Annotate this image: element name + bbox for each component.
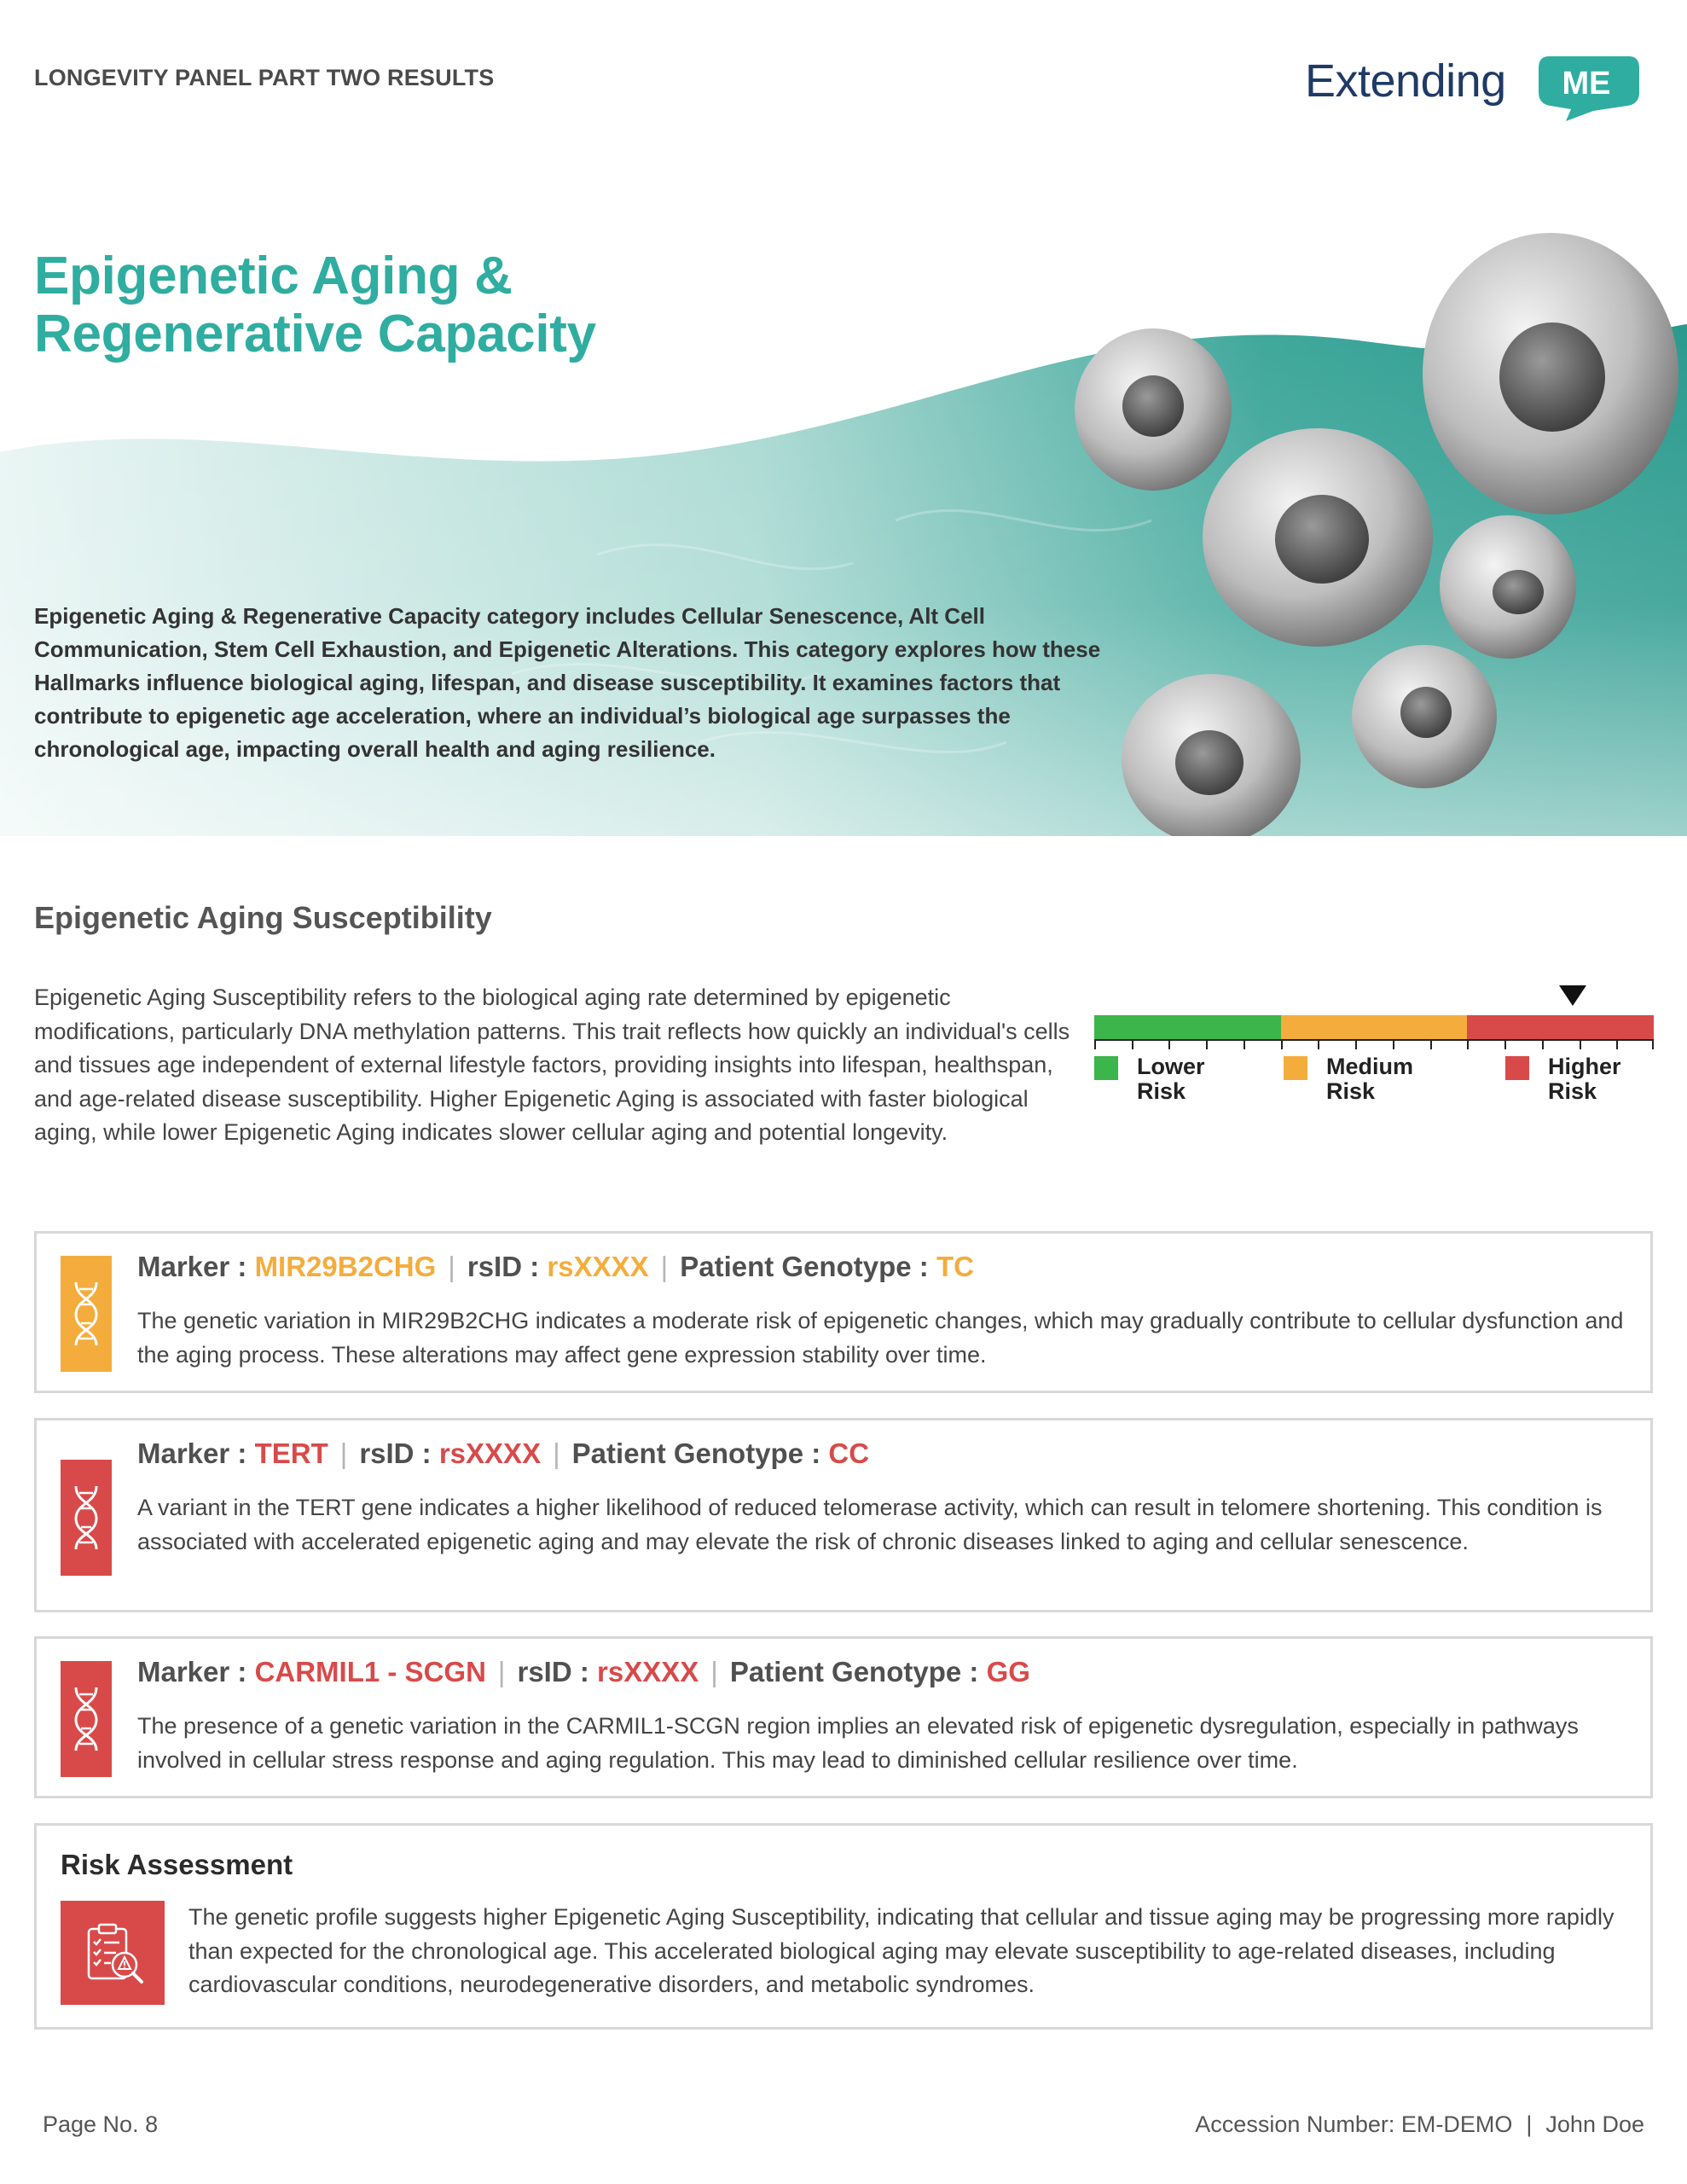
risk-bar-tick — [1094, 1039, 1096, 1049]
legend-higher-label: Higher Risk — [1548, 1054, 1621, 1104]
marker-header: Marker : CARMIL1 - SCGN | rsID : rsXXXX | Patient Genotype : GG — [137, 1656, 1030, 1687]
dna-icon — [72, 1484, 101, 1551]
logo-me-badge — [1533, 49, 1644, 121]
rsid-value: rsXXXX — [438, 1438, 542, 1469]
marker-name: TERT — [254, 1438, 328, 1469]
patient-name: John Doe — [1545, 2111, 1644, 2137]
marker-description: The genetic variation in MIR29B2CHG indicates a moderate risk of epigenetic changes, which may gradually contribute to cellular dysfunction and the aging process. These alterations may affect gene expression stability over time. — [137, 1308, 1624, 1368]
risk-bar-tick — [1430, 1039, 1432, 1049]
marker-description: The presence of a genetic variation in the CARMIL1-SCGN region implies an elevated risk of epigenetic dysregulation, especially in pathways involved in cellular stress response and aging regulation. This may lead to diminished cellular resilience over time. — [137, 1713, 1579, 1773]
page-title — [34, 247, 596, 363]
risk-bar-medium — [1281, 1015, 1468, 1041]
risk-bar-lower — [1094, 1015, 1281, 1041]
risk-bar — [1094, 1015, 1654, 1041]
panel-title: LONGEVITY PANEL PART TWO RESULTS — [34, 65, 495, 90]
risk-assessment-box — [34, 1823, 1653, 2030]
category-description: Epigenetic Aging & Regenerative Capacity category includes Cellular Senescence, Alt Cell Communication, Stem Cell Exhaustion, and Epigenetic Alterations. This category explores how these Hallmarks influence biological aging, lifespan, and disease susceptibility. It examines factors that contribute to epigenetic age acceleration, where an individual’s biological age surpasses the chronological age, impacting overall health and aging resilience. — [34, 603, 1101, 762]
risk-bar-tick — [1580, 1039, 1581, 1049]
risk-bar-tick — [1393, 1039, 1394, 1049]
marker-header: Marker : TERT | rsID : rsXXXX | Patient Genotype : CC — [137, 1438, 870, 1469]
risk-bar-tick — [1206, 1039, 1208, 1049]
clipboard-warning-icon — [77, 1917, 148, 1989]
accession-number: Accession Number: EM-DEMO — [1195, 2111, 1513, 2137]
risk-bar-tick — [1542, 1039, 1544, 1049]
marker-card — [34, 1418, 1653, 1612]
genotype-value: CC — [828, 1438, 870, 1469]
rsid-label: rsID : — [517, 1656, 589, 1687]
marker-name: CARMIL1 - SCGN — [254, 1656, 486, 1687]
page-title-line-2: Regenerative Capacity — [34, 305, 596, 363]
rsid-value: rsXXXX — [547, 1251, 649, 1282]
risk-bar-ticks — [1094, 1039, 1654, 1049]
marker-label: Marker : — [137, 1438, 247, 1469]
genotype-label: Patient Genotype : — [571, 1438, 821, 1469]
logo-word: Extending — [1305, 55, 1506, 107]
risk-pointer-icon — [1559, 985, 1586, 1006]
risk-bar-tick — [1504, 1039, 1506, 1049]
marker-card — [34, 1231, 1653, 1393]
risk-bar-higher — [1467, 1015, 1654, 1041]
risk-bar-tick — [1355, 1039, 1357, 1049]
genotype-label: Patient Genotype : — [680, 1251, 929, 1282]
section-description: Epigenetic Aging Susceptibility refers to the biological aging rate determined by epigenetic modifications, particularly DNA methylation patterns. This trait reflects how quickly an individual's cells and tissues age independent of external lifestyle factors, providing insights into lifespan, healthspan, and age-related disease susceptibility. Higher Epigenetic Aging is associated with faster biological aging, while lower Epigenetic Aging indicates slower cellular aging and potential longevity. — [34, 985, 1070, 1145]
risk-bar-tick — [1467, 1039, 1469, 1049]
page-title-line-1: Epigenetic Aging & — [34, 247, 513, 305]
risk-bar-tick — [1318, 1039, 1319, 1049]
legend-lower-swatch — [1094, 1056, 1118, 1080]
risk-gauge — [1094, 981, 1657, 1109]
legend-lower — [1094, 1054, 1239, 1104]
risk-bar-tick — [1132, 1039, 1133, 1049]
marker-card — [34, 1636, 1653, 1798]
risk-assessment-badge — [61, 1901, 165, 2005]
risk-bar-tick — [1244, 1039, 1245, 1049]
marker-description: A variant in the TERT gene indicates a higher likelihood of reduced telomerase activity, which can result in telomere shortening. This condition is associated with accelerated epigenetic aging and may elevate the risk of chronic diseases linked to aging and cellular senescence. — [137, 1495, 1603, 1554]
risk-bar-tick — [1168, 1039, 1170, 1049]
risk-assessment-title: Risk Assessment — [61, 1849, 293, 1880]
genotype-value: TC — [936, 1251, 974, 1282]
marker-badge — [61, 1256, 112, 1372]
section-heading: Epigenetic Aging Susceptibility — [34, 900, 492, 935]
page-number: Page No. 8 — [43, 2111, 159, 2137]
risk-bar-tick — [1652, 1039, 1654, 1049]
dna-icon — [72, 1281, 101, 1347]
legend-lower-label: Lower Risk — [1137, 1054, 1205, 1104]
risk-bar-tick — [1616, 1039, 1618, 1049]
rsid-value: rsXXXX — [597, 1656, 699, 1687]
footer-info — [1195, 2111, 1644, 2138]
marker-badge — [61, 1661, 112, 1777]
genotype-value: GG — [986, 1656, 1030, 1687]
legend-medium-label: Medium Risk — [1326, 1054, 1414, 1104]
legend-medium-swatch — [1284, 1056, 1307, 1080]
risk-assessment-text: The genetic profile suggests higher Epigenetic Aging Susceptibility, indicating that cellular and tissue aging may be progressing more rapidly than expected for the chronological age. This accelerated biological aging may elevate susceptibility to age-related diseases, including cardiovascular conditions, neurodegenerative disorders, and metabolic syndromes. — [188, 1904, 1615, 1997]
marker-header: Marker : MIR29B2CHG | rsID : rsXXXX | Patient Genotype : TC — [137, 1251, 974, 1282]
marker-badge — [61, 1460, 112, 1576]
marker-name: MIR29B2CHG — [254, 1251, 437, 1282]
risk-bar-tick — [1281, 1039, 1283, 1049]
rsid-label: rsID : — [359, 1438, 432, 1469]
marker-label: Marker : — [137, 1656, 247, 1687]
extendingme-logo — [1305, 48, 1646, 125]
dna-icon — [72, 1686, 101, 1752]
rsid-label: rsID : — [467, 1251, 540, 1282]
genotype-label: Patient Genotype : — [729, 1656, 979, 1687]
legend-medium — [1284, 1054, 1429, 1104]
logo-badge-text: ME — [1562, 66, 1611, 102]
legend-higher-swatch — [1505, 1056, 1529, 1080]
legend-higher — [1505, 1054, 1650, 1104]
marker-label: Marker : — [137, 1251, 247, 1282]
footer-divider: | — [1526, 2111, 1533, 2137]
